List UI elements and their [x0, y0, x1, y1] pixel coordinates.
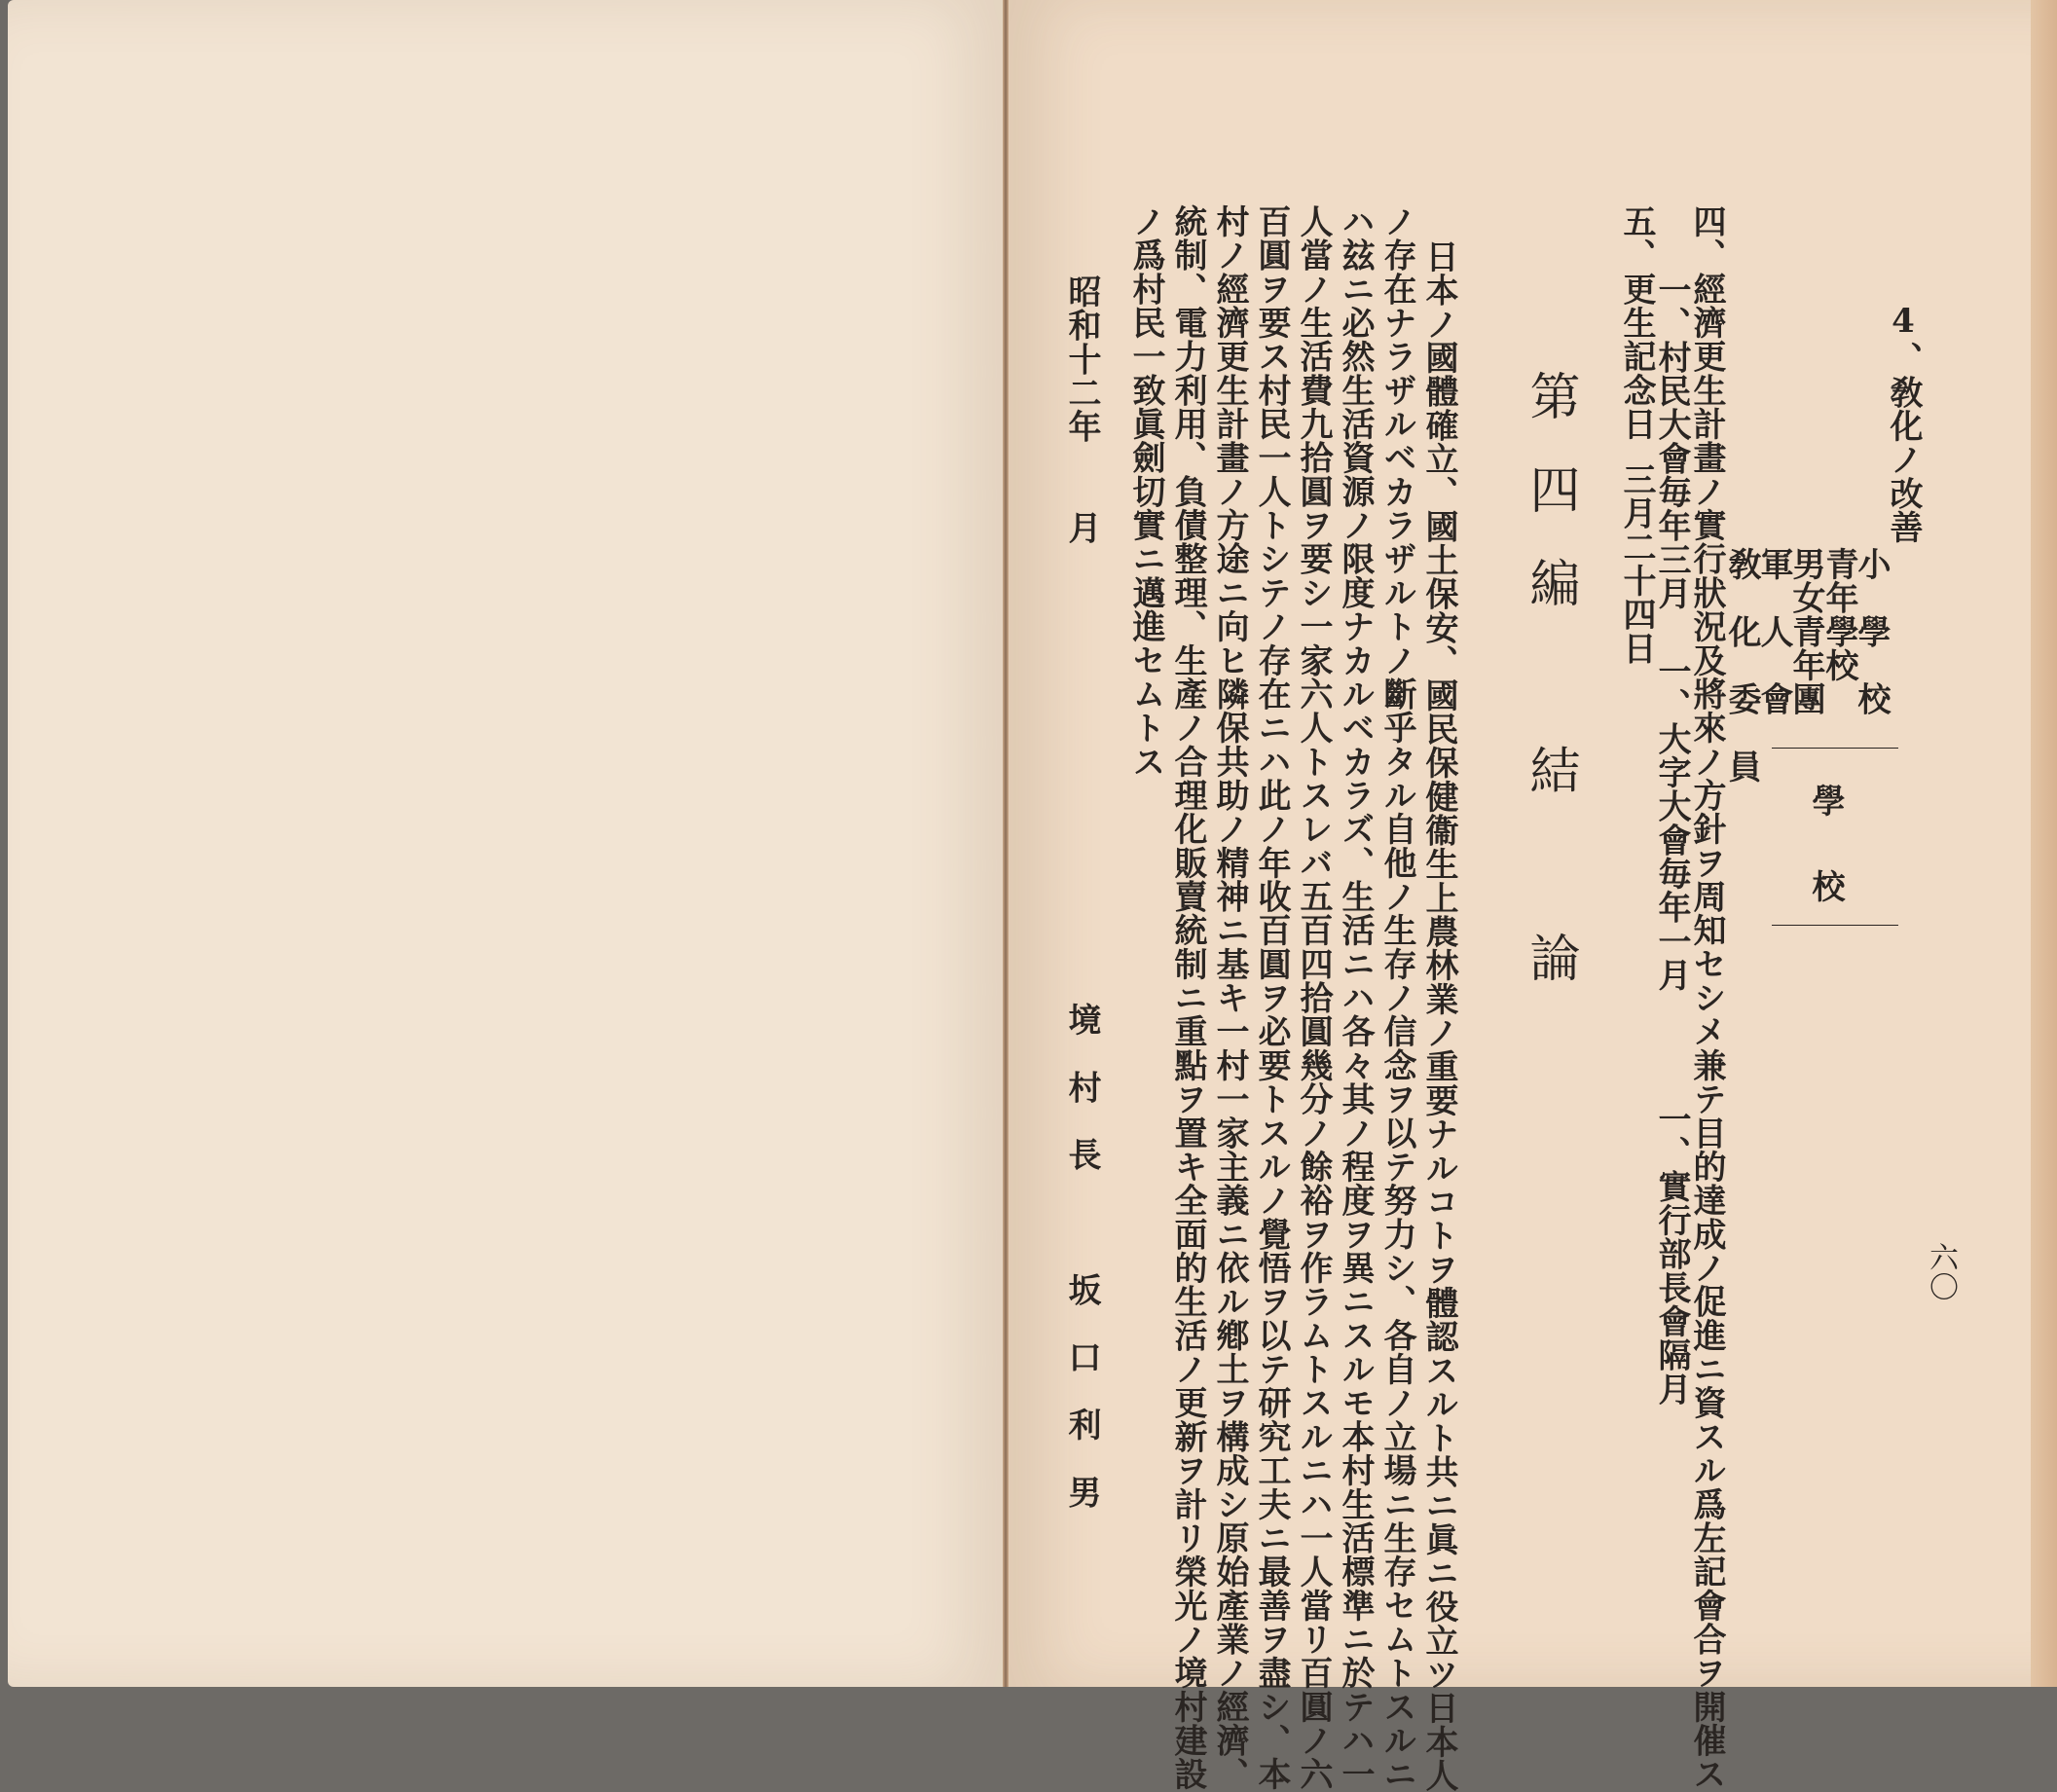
paragraph-line-4: 人當ノ生活費九拾圓ヲ要シ一家六人トスレバ五百四拾圓幾分ノ餘裕ヲ作ラムトスルニハ一人當リ百圓ノ六: [1294, 204, 1333, 1791]
org-school-label-2: 校: [1806, 869, 1845, 903]
item-revival-date: 三月二十四日: [1617, 462, 1656, 666]
signature: 境 村 長 坂 口 利 男: [1062, 1003, 1101, 1510]
bracket-top: [1772, 748, 1898, 749]
org-school-label-1: 學: [1806, 784, 1845, 818]
item-leaders-meeting: 一、實行部長會隔月: [1652, 1102, 1691, 1407]
paragraph-line-1: 日本ノ國體確立、國土保安、國民保健衞生上農林業ノ重要ナルコトヲ體認スルト共ニ眞ニ役立ツ日本人: [1419, 239, 1458, 1792]
item-four: 四、經濟更生計畫ノ實行狀況及將來ノ方針ヲ周知セシメ兼テ目的達成ノ促進ニ資スル爲左記會合ヲ開催ス: [1687, 204, 1726, 1791]
paragraph-line-8: ノ爲村民一致眞劍切實ニ邁進セムトス: [1126, 204, 1165, 779]
bracket-bottom: [1772, 925, 1898, 926]
paragraph-line-2: ノ存在ナラザルベカラザルトノ斷乎タル自他ノ生存ノ信念ヲ以テ努力シ、各自ノ立場ニ生存セムトスルニ: [1377, 204, 1416, 1791]
org-youth-school: 青年學校: [1819, 547, 1858, 682]
org-youth-corps: 男女青年團: [1786, 547, 1825, 716]
paragraph-line-6: 村ノ經濟更生計畫ノ方途ニ向ヒ隣保共助ノ精神ニ基キ一村一家主義ニ依ル鄕土ヲ構成シ原始產業ノ經濟、: [1210, 204, 1249, 1791]
org-veterans: 軍 人 會: [1754, 547, 1793, 716]
section-heading: 4、敎化ノ改善: [1884, 302, 1923, 544]
item-district-assembly: 一、大字大會毎年一月: [1652, 654, 1691, 992]
date-line: 昭和十二年 月: [1062, 274, 1101, 545]
paragraph-line-3: ハ玆ニ必然生活資源ノ限度ナカルベカラズ、生活ニハ各々其ノ程度ヲ異ニスルモ本村生活標準ニ於テハ一: [1336, 204, 1375, 1791]
page-edge: [2031, 0, 2057, 1687]
paragraph-line-7: 統制、電力利用、負債整理、生產ノ合理化販賣統制ニ重點ヲ置キ全面的生活ノ更新ヲ計リ榮光ノ境村建設: [1168, 204, 1207, 1791]
item-village-assembly: 一、村民大會毎年三月: [1652, 273, 1691, 610]
left-page: [8, 0, 1003, 1687]
org-education-committee: 敎 化 委 員: [1722, 547, 1761, 784]
page-number: 六〇: [1924, 1242, 1958, 1302]
item-revival-day: 五、更生記念日: [1617, 204, 1656, 441]
paragraph-line-5: 百圓ヲ要ス村民一人トシテノ存在ニハ此ノ年收百圓ヲ必要トスルノ覺悟ヲ以テ研究工夫ニ最善ヲ盡シ、本: [1252, 204, 1291, 1791]
chapter-title: 第四編 結 論: [1521, 370, 1579, 1026]
org-elementary-school: 小 學 校: [1852, 547, 1891, 716]
